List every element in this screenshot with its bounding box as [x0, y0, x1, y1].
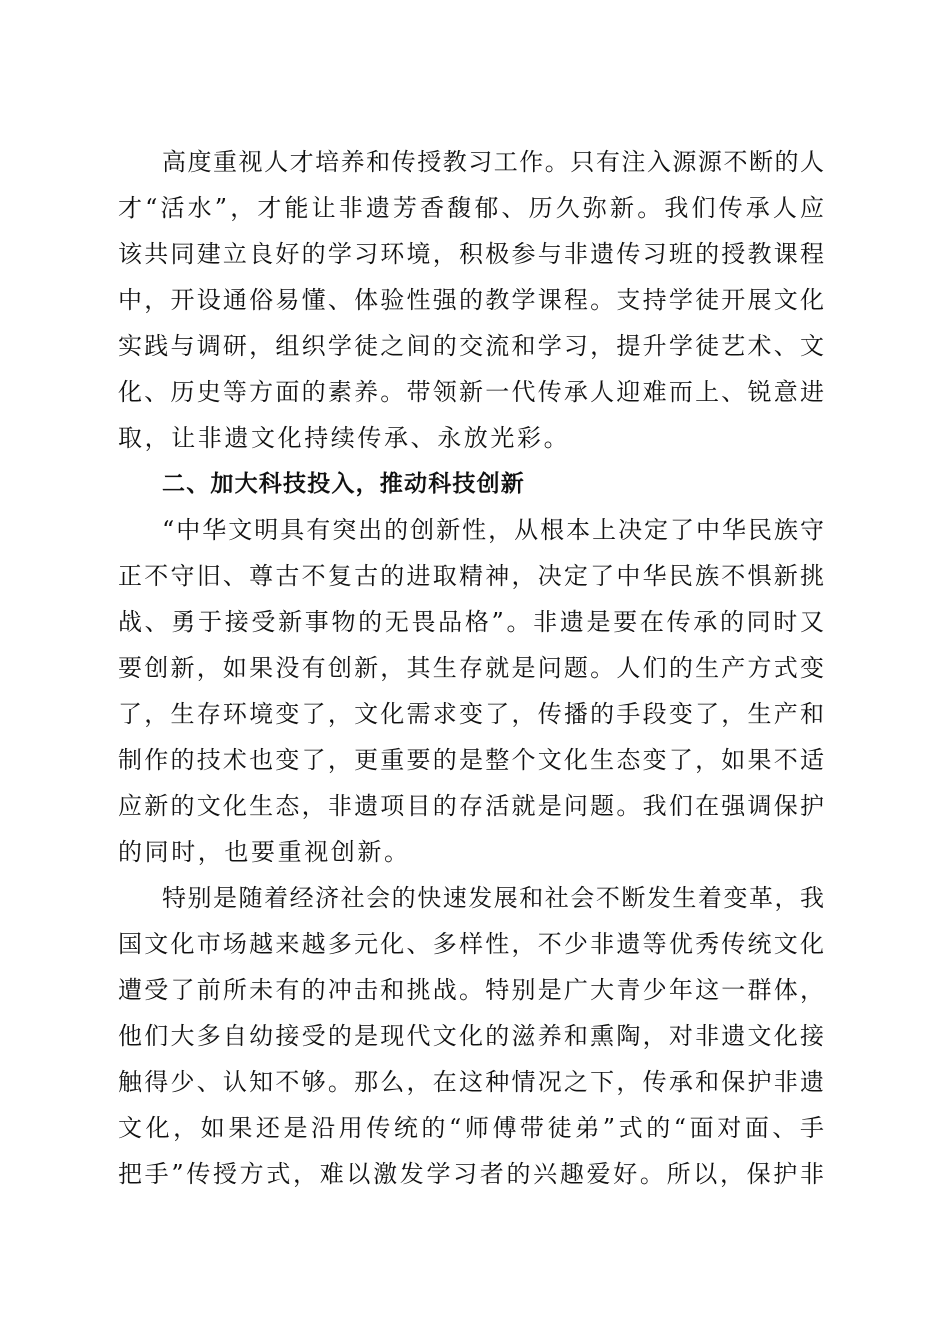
paragraph-1-line-6: 化、历史等方面的素养。带领新一代传承人迎难而上、锐意进 [118, 378, 824, 406]
paragraph-2-line-1: “中华文明具有突出的创新性，从根本上决定了中华民族守 [162, 516, 824, 544]
paragraph-1-line-4: 中，开设通俗易懂、体验性强的教学课程。支持学徒开展文化 [118, 286, 824, 314]
paragraph-1-line-3: 该共同建立良好的学习环境，积极参与非遗传习班的授教课程 [118, 240, 824, 268]
paragraph-2-line-3: 战、勇于接受新事物的无畏品格”。非遗是要在传承的同时又 [118, 608, 824, 636]
section-heading-2: 二、加大科技投入，推动科技创新 [162, 471, 525, 497]
paragraph-2-line-7: 应新的文化生态，非遗项目的存活就是问题。我们在强调保护 [118, 792, 824, 820]
paragraph-3-line-1: 特别是随着经济社会的快速发展和社会不断发生着变革，我 [162, 884, 824, 912]
paragraph-2-line-8: 的同时，也要重视创新。 [118, 838, 411, 866]
paragraph-1-line-7: 取，让非遗文化持续传承、永放光彩。 [118, 424, 571, 452]
paragraph-1-line-2: 才“活水”，才能让非遗芳香馥郁、历久弥新。我们传承人应 [118, 194, 824, 222]
paragraph-3-line-6: 文化，如果还是沿用传统的“师傅带徒弟”式的“面对面、手 [118, 1114, 824, 1142]
paragraph-2-line-2: 正不守旧、尊古不复古的进取精神，决定了中华民族不惧新挑 [118, 562, 824, 590]
paragraph-2-line-6: 制作的技术也变了，更重要的是整个文化生态变了，如果不适 [118, 746, 824, 774]
paragraph-3-line-2: 国文化市场越来越多元化、多样性，不少非遗等优秀传统文化 [118, 930, 824, 958]
paragraph-2-line-4: 要创新，如果没有创新，其生存就是问题。人们的生产方式变 [118, 654, 824, 682]
paragraph-3-line-4: 他们大多自幼接受的是现代文化的滋养和熏陶，对非遗文化接 [118, 1022, 824, 1050]
paragraph-1-line-5: 实践与调研，组织学徒之间的交流和学习，提升学徒艺术、文 [118, 332, 824, 360]
paragraph-3-line-3: 遭受了前所未有的冲击和挑战。特别是广大青少年这一群体， [118, 976, 824, 1004]
paragraph-2-line-5: 了，生存环境变了，文化需求变了，传播的手段变了，生产和 [118, 700, 824, 728]
paragraph-3-line-7: 把手”传授方式，难以激发学习者的兴趣爱好。所以，保护非 [118, 1160, 824, 1188]
paragraph-3-line-5: 触得少、认知不够。那么，在这种情况之下，传承和保护非遗 [118, 1068, 824, 1096]
paragraph-1-line-1: 高度重视人才培养和传授教习工作。只有注入源源不断的人 [162, 148, 824, 176]
